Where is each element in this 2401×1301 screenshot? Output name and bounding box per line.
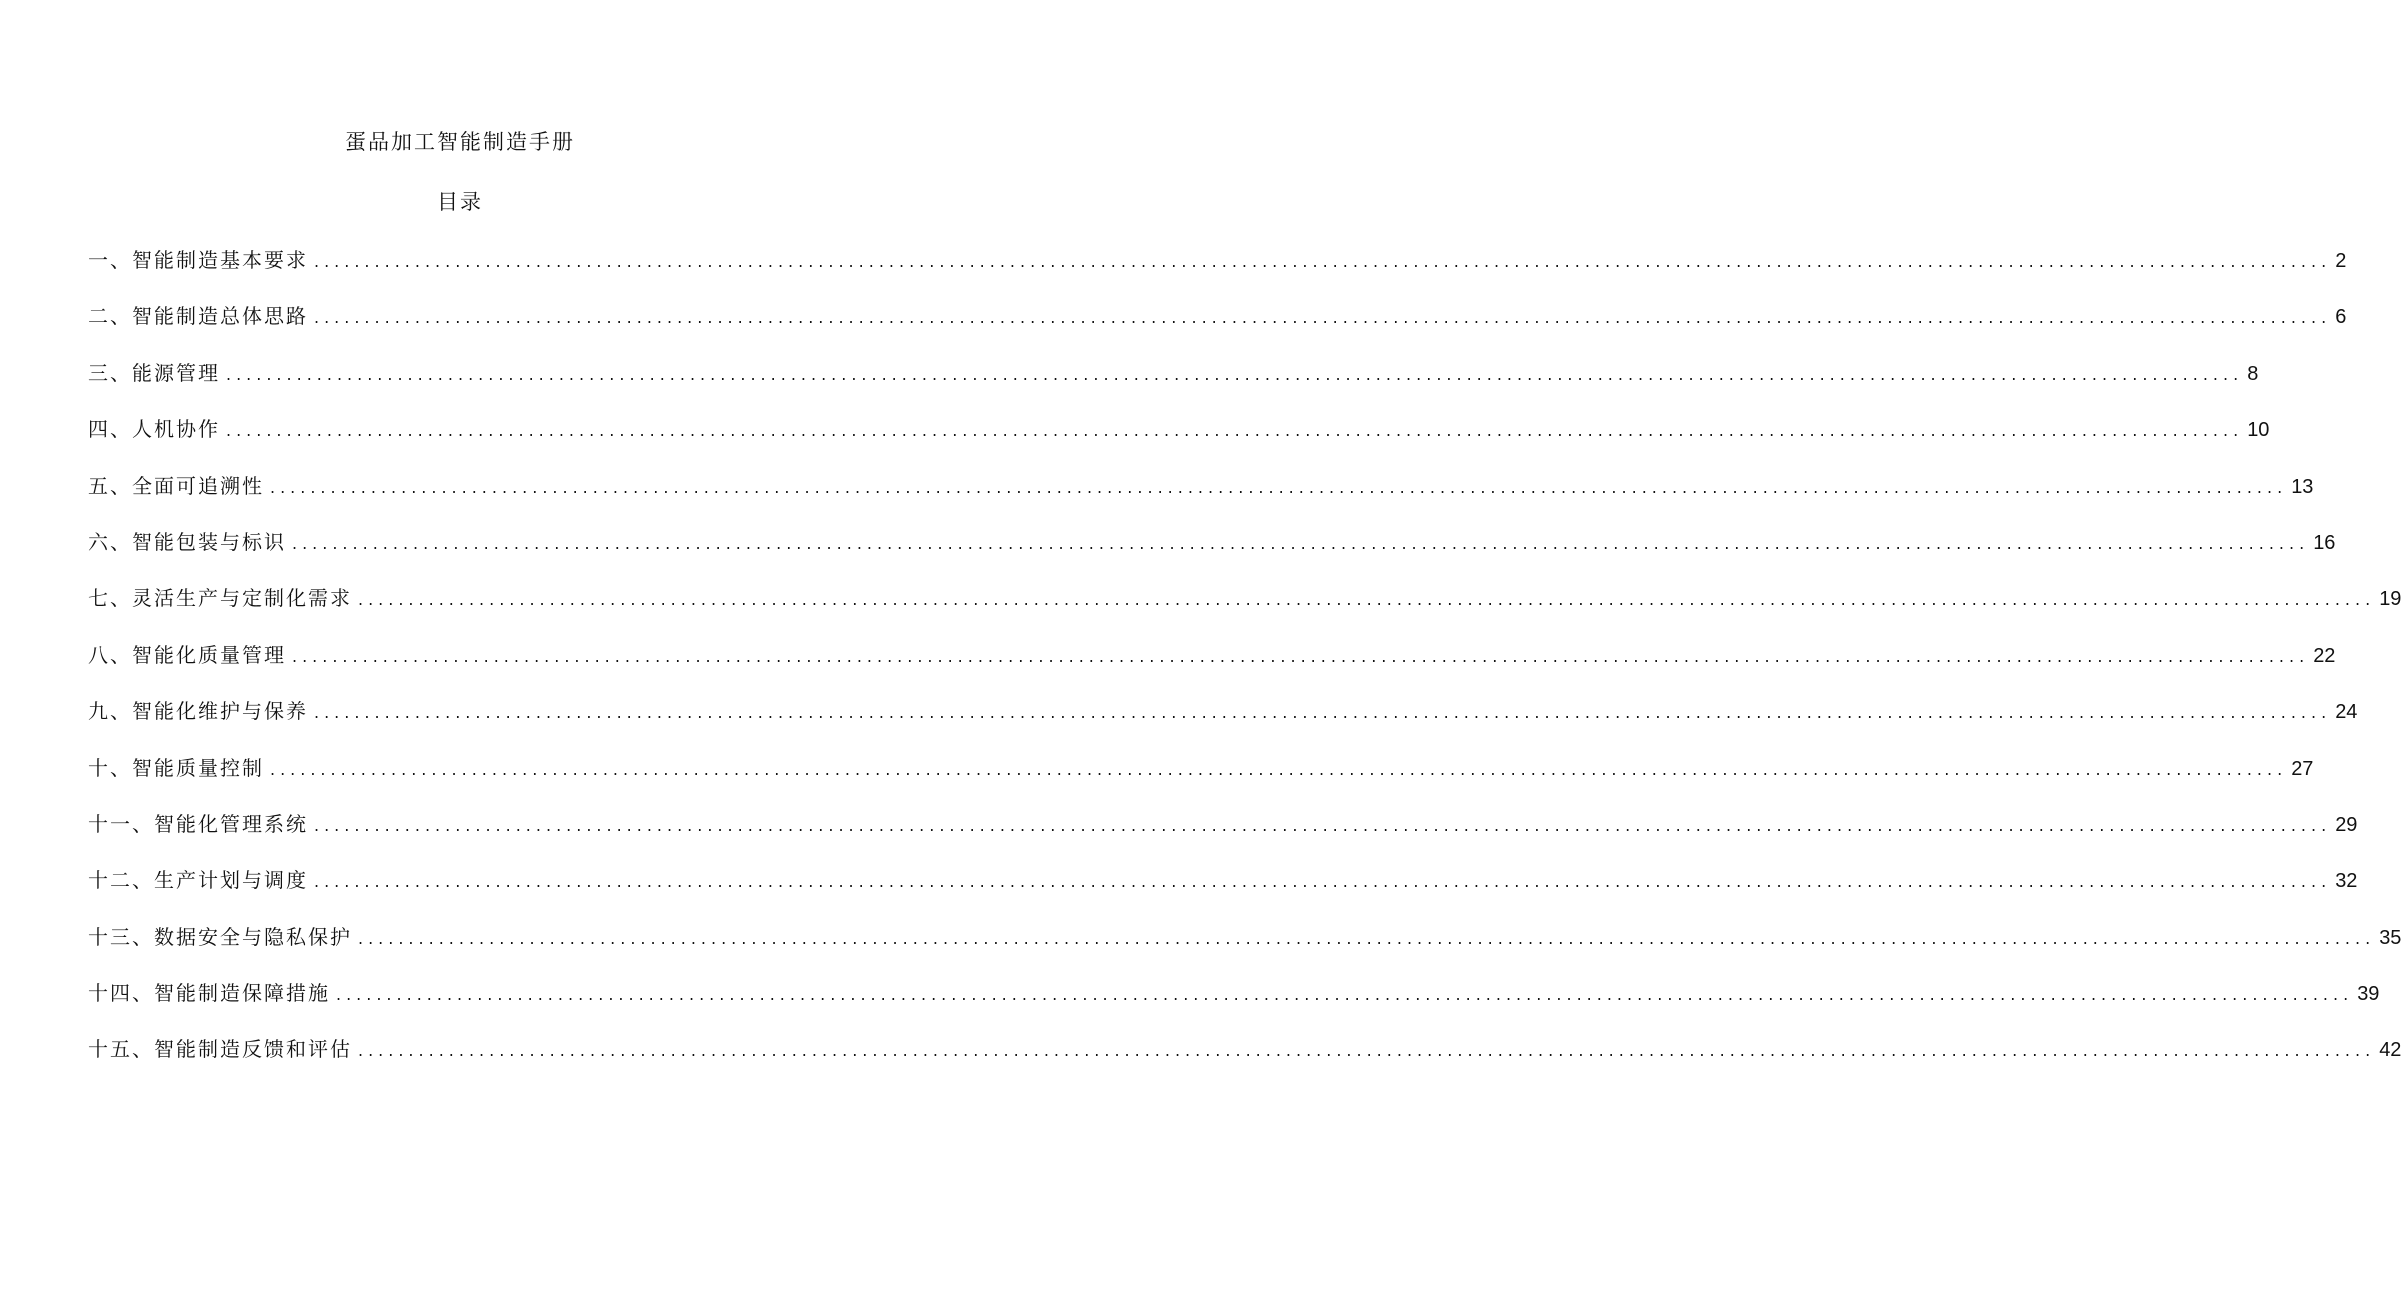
toc-entry[interactable] xyxy=(88,244,2347,300)
toc-entry[interactable] xyxy=(88,526,2336,582)
toc-entry[interactable] xyxy=(88,639,2336,695)
toc-entry-label: 十、智能质量控制 xyxy=(88,755,264,780)
toc-entry-page: 42 xyxy=(2379,1039,2401,1062)
toc-entry[interactable] xyxy=(88,413,2270,469)
toc-entry-label: 九、智能化维护与保养 xyxy=(88,699,308,724)
toc-entry[interactable] xyxy=(88,695,2358,751)
toc-leader-dots: ........................................................................................................................................................................................................ xyxy=(314,252,2332,271)
toc-entry-page: 13 xyxy=(2291,475,2314,498)
toc-entry-label: 八、智能化质量管理 xyxy=(88,642,286,667)
toc-entry-page: 32 xyxy=(2335,870,2358,893)
toc-entry[interactable] xyxy=(88,300,2347,356)
toc-entry-label: 一、智能制造基本要求 xyxy=(88,248,308,272)
toc-leader-dots: ........................................................................................................................................................................................................ xyxy=(226,421,2244,441)
toc-entry[interactable] xyxy=(88,864,2358,920)
toc-entry-label: 四、人机协作 xyxy=(88,417,220,442)
toc-leader-dots: ........................................................................................................................................................................................................ xyxy=(336,985,2354,1005)
toc-entry-label: 十四、智能制造保障措施 xyxy=(88,981,330,1006)
toc-heading: 目录 xyxy=(437,190,483,214)
table-of-contents xyxy=(88,244,2401,1090)
toc-entry[interactable] xyxy=(88,357,2259,413)
toc-entry-page: 24 xyxy=(2335,701,2358,724)
toc-entry-page: 19 xyxy=(2379,588,2401,611)
toc-leader-dots: ........................................................................................................................................................................................................ xyxy=(314,815,2332,835)
toc-entry-label: 五、全面可追溯性 xyxy=(88,473,264,498)
toc-entry-page: 16 xyxy=(2313,531,2336,554)
toc-entry-page: 6 xyxy=(2335,306,2347,329)
toc-entry[interactable] xyxy=(88,752,2314,808)
toc-leader-dots: ........................................................................................................................................................................................................ xyxy=(226,364,2244,384)
toc-entry-page: 29 xyxy=(2335,813,2358,836)
toc-entry-page: 10 xyxy=(2247,419,2270,442)
toc-leader-dots: ........................................................................................................................................................................................................ xyxy=(270,759,2288,779)
toc-leader-dots: ........................................................................................................................................................................................................ xyxy=(358,928,2376,948)
toc-entry[interactable] xyxy=(88,1033,2401,1089)
toc-entry-label: 十二、生产计划与调度 xyxy=(88,868,308,893)
toc-entry-label: 三、能源管理 xyxy=(88,360,220,385)
toc-entry-label: 七、灵活生产与定制化需求 xyxy=(88,586,352,611)
toc-entry[interactable] xyxy=(88,582,2401,638)
toc-entry-label: 六、智能包装与标识 xyxy=(88,529,286,554)
toc-leader-dots: ........................................................................................................................................................................................................ xyxy=(314,872,2332,892)
toc-leader-dots: ........................................................................................................................................................................................................ xyxy=(358,590,2376,610)
toc-entry-label: 十五、智能制造反馈和评估 xyxy=(88,1037,352,1062)
toc-leader-dots: ........................................................................................................................................................................................................ xyxy=(292,646,2310,666)
toc-entry-label: 二、智能制造总体思路 xyxy=(88,304,308,329)
toc-entry-page: 22 xyxy=(2313,644,2336,667)
toc-entry-label: 十三、数据安全与隐私保护 xyxy=(88,924,352,949)
toc-entry-page: 35 xyxy=(2379,926,2401,949)
toc-entry-page: 8 xyxy=(2247,362,2259,385)
toc-leader-dots: ........................................................................................................................................................................................................ xyxy=(314,308,2332,328)
toc-entry-label: 十一、智能化管理系统 xyxy=(88,811,308,836)
toc-entry[interactable] xyxy=(88,921,2401,977)
toc-entry[interactable] xyxy=(88,470,2314,526)
document-title: 蛋品加工智能制造手册 xyxy=(345,130,575,154)
toc-leader-dots: ........................................................................................................................................................................................................ xyxy=(292,533,2310,553)
toc-entry[interactable] xyxy=(88,808,2358,864)
toc-leader-dots: ........................................................................................................................................................................................................ xyxy=(270,477,2288,497)
toc-entry[interactable] xyxy=(88,977,2380,1033)
toc-entry-page: 2 xyxy=(2335,250,2347,272)
toc-leader-dots: ........................................................................................................................................................................................................ xyxy=(314,703,2332,723)
toc-entry-page: 27 xyxy=(2291,757,2314,780)
toc-entry-page: 39 xyxy=(2357,983,2380,1006)
toc-leader-dots: ........................................................................................................................................................................................................ xyxy=(358,1041,2376,1061)
